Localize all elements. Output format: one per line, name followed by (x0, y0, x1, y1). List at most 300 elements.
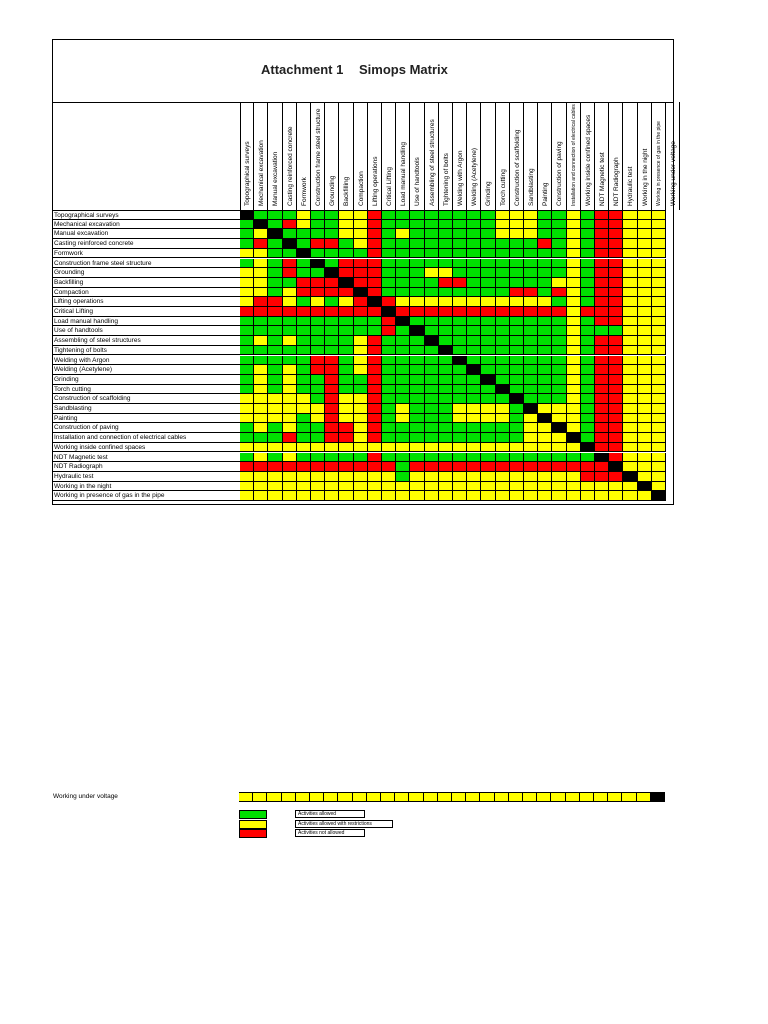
matrix-cell (481, 365, 495, 375)
row-label: Torch cutting (53, 385, 240, 395)
separate-row-cell (324, 792, 338, 802)
matrix-cell (368, 462, 382, 472)
matrix-cell (339, 423, 353, 433)
matrix-cell (240, 239, 254, 249)
matrix-cell (652, 453, 666, 463)
column-header: Grinding (485, 181, 493, 206)
matrix-cell (453, 453, 467, 463)
matrix-cell (325, 259, 339, 269)
matrix-cell (538, 375, 552, 385)
matrix-cell (623, 482, 637, 492)
matrix-cell (567, 336, 581, 346)
column-header: Assembling of steel structures (428, 119, 436, 206)
matrix-cell (652, 326, 666, 336)
matrix-cell (339, 210, 353, 220)
matrix-cell (453, 462, 467, 472)
separate-row-cell (594, 792, 608, 802)
matrix-cell (410, 462, 424, 472)
separate-row-cell (480, 792, 494, 802)
matrix-cell (283, 433, 297, 443)
matrix-cell (510, 394, 524, 404)
matrix-cell (496, 317, 510, 327)
matrix-cell (638, 259, 652, 269)
matrix-cell (510, 414, 524, 424)
matrix-cell (354, 297, 368, 307)
matrix-cell (609, 239, 623, 249)
matrix-cell (240, 210, 254, 220)
matrix-cell (425, 472, 439, 482)
matrix-cell (382, 297, 396, 307)
matrix-cell (268, 326, 282, 336)
matrix-cell (652, 307, 666, 317)
matrix-cell (496, 443, 510, 453)
matrix-cell (268, 414, 282, 424)
matrix-cell (524, 268, 538, 278)
matrix-cell (382, 356, 396, 366)
matrix-cell (524, 317, 538, 327)
matrix-cell (268, 210, 282, 220)
matrix-cell (652, 268, 666, 278)
row-label: Working in presence of gas in the pipe (53, 491, 240, 501)
matrix-cell (325, 356, 339, 366)
matrix-cell (240, 249, 254, 259)
matrix-cell (254, 268, 268, 278)
matrix-cell (410, 443, 424, 453)
matrix-cell (297, 462, 311, 472)
matrix-cell (552, 210, 566, 220)
matrix-cell (510, 259, 524, 269)
column-header: Working inside confined spaces (584, 114, 592, 206)
matrix-cell (297, 365, 311, 375)
matrix-cell (425, 365, 439, 375)
matrix-cell (439, 394, 453, 404)
matrix-cell (283, 356, 297, 366)
matrix-cell (354, 385, 368, 395)
matrix-cell (538, 453, 552, 463)
matrix-cell (410, 482, 424, 492)
matrix-cell (339, 453, 353, 463)
matrix-cell (311, 491, 325, 501)
matrix-cell (311, 482, 325, 492)
separate-row-cell (566, 792, 580, 802)
matrix-cell (552, 346, 566, 356)
column-header-box (425, 102, 439, 210)
matrix-cell (283, 453, 297, 463)
matrix-cell (254, 346, 268, 356)
matrix-cell (240, 453, 254, 463)
matrix-cell (567, 443, 581, 453)
matrix-cell (524, 356, 538, 366)
column-header-box (623, 102, 637, 210)
matrix-cell (595, 317, 609, 327)
matrix-cell (524, 462, 538, 472)
matrix-cell (467, 433, 481, 443)
matrix-cell (552, 482, 566, 492)
matrix-cell (368, 385, 382, 395)
matrix-cell (339, 288, 353, 298)
matrix-cell (254, 462, 268, 472)
matrix-cell (567, 229, 581, 239)
matrix-cell (467, 385, 481, 395)
matrix-cell (552, 239, 566, 249)
matrix-cell (652, 288, 666, 298)
matrix-cell (567, 346, 581, 356)
matrix-cell (481, 278, 495, 288)
matrix-cell (496, 239, 510, 249)
matrix-cell (467, 482, 481, 492)
separate-row-cell (495, 792, 509, 802)
matrix-cell (538, 482, 552, 492)
matrix-cell (567, 462, 581, 472)
matrix-cell (581, 268, 595, 278)
matrix-cell (283, 268, 297, 278)
matrix-cell (467, 365, 481, 375)
matrix-cell (283, 482, 297, 492)
matrix-cell (354, 365, 368, 375)
matrix-cell (538, 385, 552, 395)
matrix-cell (240, 278, 254, 288)
matrix-cell (283, 210, 297, 220)
matrix-cell (325, 268, 339, 278)
matrix-cell (425, 239, 439, 249)
matrix-cell (382, 404, 396, 414)
matrix-cell (396, 297, 410, 307)
matrix-cell (652, 443, 666, 453)
matrix-cell (439, 453, 453, 463)
matrix-cell (410, 472, 424, 482)
matrix-cell (567, 375, 581, 385)
matrix-cell (283, 414, 297, 424)
matrix-cell (609, 433, 623, 443)
matrix-cell (368, 472, 382, 482)
column-header: Topographical surveys (244, 141, 251, 206)
matrix-cell (496, 472, 510, 482)
matrix-cell (254, 385, 268, 395)
matrix-cell (595, 462, 609, 472)
matrix-cell (396, 336, 410, 346)
matrix-cell (496, 453, 510, 463)
matrix-cell (354, 229, 368, 239)
matrix-cell (581, 307, 595, 317)
matrix-cell (268, 491, 282, 501)
matrix-cell (325, 297, 339, 307)
matrix-cell (567, 288, 581, 298)
matrix-cell (240, 336, 254, 346)
matrix-cell (652, 404, 666, 414)
matrix-cell (410, 249, 424, 259)
row-label: Mechanical excavation (53, 220, 240, 230)
matrix-cell (609, 385, 623, 395)
matrix-cell (297, 259, 311, 269)
matrix-cell (567, 259, 581, 269)
matrix-cell (439, 268, 453, 278)
matrix-cell (297, 288, 311, 298)
matrix-cell (496, 229, 510, 239)
matrix-cell (453, 317, 467, 327)
matrix-cell (652, 229, 666, 239)
row-label: Use of handtools (53, 326, 240, 336)
column-header-box (339, 102, 353, 210)
matrix-cell (339, 346, 353, 356)
matrix-cell (524, 259, 538, 269)
matrix-cell (311, 404, 325, 414)
matrix-cell (240, 404, 254, 414)
matrix-cell (354, 278, 368, 288)
matrix-cell (283, 297, 297, 307)
row-label: Critical Lifting (53, 307, 240, 317)
row-label: Assembling of steel structures (53, 336, 240, 346)
matrix-cell (496, 336, 510, 346)
matrix-cell (311, 346, 325, 356)
matrix-cell (240, 317, 254, 327)
column-header-box (638, 102, 652, 210)
separate-row-cell (608, 792, 622, 802)
matrix-cell (538, 307, 552, 317)
matrix-cell (439, 317, 453, 327)
matrix-cell (581, 326, 595, 336)
matrix-cell (581, 375, 595, 385)
matrix-cell (609, 423, 623, 433)
matrix-cell (623, 394, 637, 404)
separate-row-cell (282, 792, 296, 802)
matrix-cell (638, 297, 652, 307)
matrix-cell (339, 229, 353, 239)
matrix-cell (652, 482, 666, 492)
matrix-cell (595, 365, 609, 375)
matrix-cell (382, 278, 396, 288)
matrix-cell (439, 278, 453, 288)
matrix-cell (297, 394, 311, 404)
matrix-cell (382, 423, 396, 433)
matrix-cell (524, 433, 538, 443)
matrix-cell (652, 414, 666, 424)
matrix-cell (311, 375, 325, 385)
matrix-cell (297, 375, 311, 385)
matrix-cell (354, 326, 368, 336)
matrix-cell (623, 326, 637, 336)
column-header-box (354, 102, 368, 210)
matrix-cell (638, 229, 652, 239)
matrix-cell (623, 239, 637, 249)
matrix-cell (297, 433, 311, 443)
matrix-cell (453, 443, 467, 453)
matrix-cell (439, 307, 453, 317)
matrix-cell (382, 385, 396, 395)
matrix-cell (510, 307, 524, 317)
matrix-cell (481, 288, 495, 298)
matrix-cell (623, 317, 637, 327)
matrix-cell (453, 220, 467, 230)
matrix-cell (311, 423, 325, 433)
column-header: Construction frame steel structure (315, 108, 322, 206)
matrix-cell (325, 375, 339, 385)
matrix-cell (581, 346, 595, 356)
matrix-cell (552, 356, 566, 366)
column-header: Formwork (300, 177, 308, 206)
matrix-cell (297, 210, 311, 220)
matrix-cell (467, 346, 481, 356)
matrix-cell (595, 482, 609, 492)
matrix-cell (325, 229, 339, 239)
matrix-cell (354, 453, 368, 463)
matrix-cell (510, 491, 524, 501)
matrix-cell (297, 278, 311, 288)
matrix-cell (325, 249, 339, 259)
matrix-cell (368, 268, 382, 278)
matrix-cell (467, 297, 481, 307)
matrix-cell (623, 414, 637, 424)
matrix-cell (268, 404, 282, 414)
matrix-cell (595, 288, 609, 298)
matrix-cell (623, 491, 637, 501)
matrix-cell (467, 423, 481, 433)
matrix-cell (538, 220, 552, 230)
matrix-cell (254, 326, 268, 336)
matrix-cell (240, 356, 254, 366)
matrix-cell (496, 394, 510, 404)
matrix-cell (339, 336, 353, 346)
matrix-cell (382, 375, 396, 385)
matrix-cell (510, 317, 524, 327)
matrix-cell (311, 239, 325, 249)
matrix-cell (638, 278, 652, 288)
matrix-cell (439, 365, 453, 375)
matrix-cell (382, 482, 396, 492)
column-header: Tightening of bolts (442, 153, 450, 206)
matrix-cell (382, 346, 396, 356)
matrix-cell (325, 453, 339, 463)
matrix-cell (396, 268, 410, 278)
matrix-cell (382, 229, 396, 239)
matrix-cell (552, 491, 566, 501)
matrix-cell (268, 317, 282, 327)
matrix-cell (354, 307, 368, 317)
column-header: Manual excavation (272, 151, 280, 206)
matrix-cell (311, 414, 325, 424)
matrix-cell (467, 307, 481, 317)
matrix-cell (410, 491, 424, 501)
matrix-cell (481, 404, 495, 414)
matrix-cell (481, 385, 495, 395)
matrix-cell (439, 210, 453, 220)
matrix-cell (623, 356, 637, 366)
matrix-cell (268, 423, 282, 433)
matrix-cell (368, 229, 382, 239)
matrix-cell (396, 220, 410, 230)
matrix-cell (453, 336, 467, 346)
matrix-cell (638, 385, 652, 395)
column-header: Grounding (329, 175, 337, 206)
matrix-cell (339, 385, 353, 395)
matrix-cell (339, 472, 353, 482)
matrix-cell (368, 453, 382, 463)
matrix-cell (567, 453, 581, 463)
matrix-cell (425, 404, 439, 414)
matrix-cell (410, 268, 424, 278)
matrix-cell (268, 239, 282, 249)
matrix-cell (638, 346, 652, 356)
matrix-cell (609, 288, 623, 298)
matrix-cell (467, 491, 481, 501)
matrix-cell (354, 268, 368, 278)
row-label: Working in the night (53, 482, 240, 492)
matrix-cell (623, 404, 637, 414)
matrix-cell (297, 491, 311, 501)
matrix-cell (538, 336, 552, 346)
matrix-cell (552, 365, 566, 375)
matrix-cell (425, 482, 439, 492)
matrix-cell (552, 433, 566, 443)
matrix-cell (496, 210, 510, 220)
matrix-cell (467, 375, 481, 385)
matrix-cell (425, 317, 439, 327)
matrix-cell (283, 491, 297, 501)
matrix-cell (453, 288, 467, 298)
matrix-cell (410, 356, 424, 366)
column-header-box (453, 102, 467, 210)
matrix-cell (638, 433, 652, 443)
matrix-cell (652, 346, 666, 356)
matrix-cell (552, 394, 566, 404)
matrix-cell (652, 423, 666, 433)
matrix-cell (268, 356, 282, 366)
matrix-cell (581, 249, 595, 259)
matrix-cell (481, 423, 495, 433)
matrix-cell (609, 356, 623, 366)
matrix-cell (609, 394, 623, 404)
matrix-cell (439, 433, 453, 443)
matrix-cell (240, 268, 254, 278)
matrix-cell (410, 404, 424, 414)
matrix-cell (453, 356, 467, 366)
matrix-cell (481, 491, 495, 501)
matrix-cell (652, 356, 666, 366)
matrix-cell (268, 482, 282, 492)
matrix-cell (354, 414, 368, 424)
matrix-cell (652, 259, 666, 269)
matrix-cell (481, 482, 495, 492)
matrix-cell (467, 288, 481, 298)
separate-row-cell (409, 792, 423, 802)
matrix-cell (283, 365, 297, 375)
matrix-cell (510, 210, 524, 220)
matrix-cell (467, 326, 481, 336)
matrix-cell (297, 336, 311, 346)
matrix-cell (581, 404, 595, 414)
matrix-cell (425, 385, 439, 395)
matrix-cell (638, 423, 652, 433)
matrix-cell (467, 317, 481, 327)
matrix-cell (496, 433, 510, 443)
separate-row-cell (551, 792, 565, 802)
matrix-cell (623, 336, 637, 346)
matrix-cell (382, 288, 396, 298)
matrix-cell (311, 365, 325, 375)
matrix-cell (283, 326, 297, 336)
matrix-cell (581, 210, 595, 220)
matrix-cell (524, 336, 538, 346)
matrix-cell (552, 462, 566, 472)
matrix-cell (325, 462, 339, 472)
matrix-cell (368, 414, 382, 424)
matrix-cell (595, 385, 609, 395)
separate-row-cell (338, 792, 352, 802)
matrix-cell (311, 385, 325, 395)
matrix-cell (283, 278, 297, 288)
matrix-cell (453, 278, 467, 288)
matrix-cell (609, 297, 623, 307)
matrix-cell (354, 394, 368, 404)
